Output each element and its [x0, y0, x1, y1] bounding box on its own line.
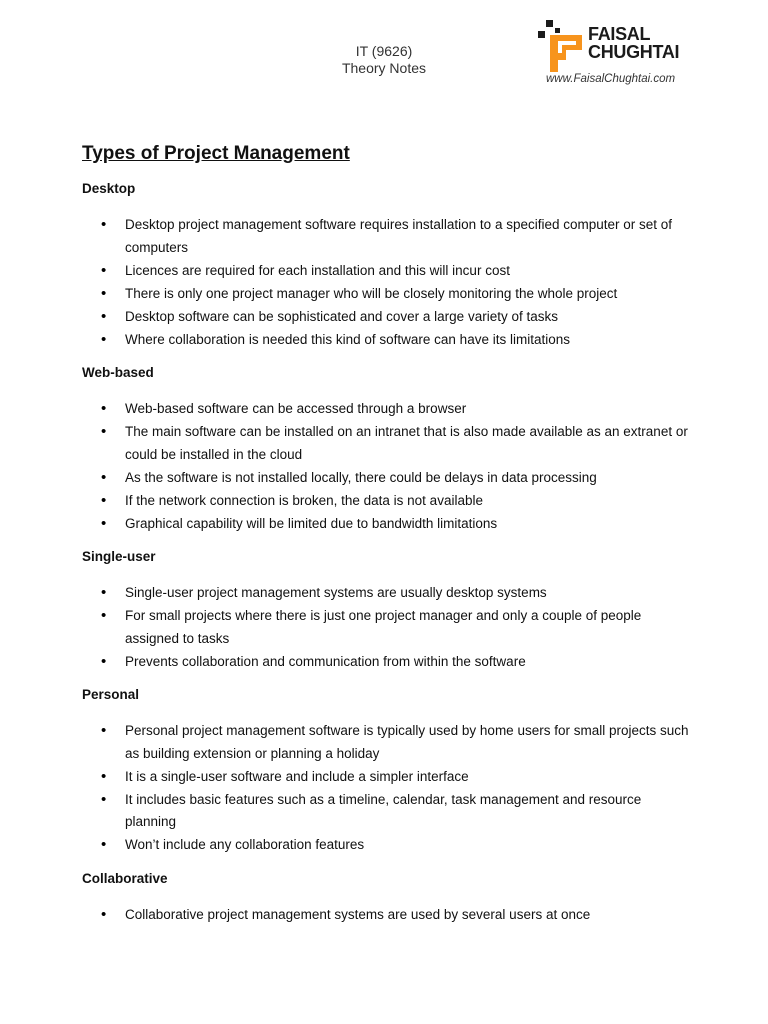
list-item: • If the network connection is broken, the data is not available — [82, 490, 692, 513]
section-heading: Collaborative — [82, 870, 168, 886]
list-item: • Collaborative project management systems are used by several users at once — [82, 904, 692, 927]
section-personal — [82, 686, 692, 857]
list-item: • Single-user project management systems are usually desktop systems — [82, 582, 692, 605]
bullet-list — [82, 720, 692, 857]
list-item: • Desktop software can be sophisticated and cover a large variety of tasks — [82, 306, 692, 329]
list-item: • Web-based software can be accessed through a browser — [82, 398, 692, 421]
bullet-list — [82, 214, 692, 351]
logo-url: www.FaisalChughtai.com — [546, 73, 676, 85]
section-collaborative — [82, 870, 692, 927]
list-item: • Graphical capability will be limited due to bandwidth limitations — [82, 513, 692, 536]
logo-mark-icon — [538, 20, 588, 76]
logo-text-faisal: FAISAL — [588, 24, 651, 44]
bullet-list — [82, 582, 692, 673]
bullet-list — [82, 904, 692, 927]
list-item: • Personal project management software is typically used by home users for small projects such as building extension or planning a holiday — [82, 720, 692, 765]
brand-logo — [538, 20, 728, 90]
list-item: • It is a single-user software and include a simpler interface — [82, 766, 692, 789]
course-code: IT (9626) — [355, 43, 413, 59]
section-heading: Web-based — [82, 365, 154, 380]
logo-text-chughtai: CHUGHTAI — [588, 42, 680, 62]
bullet-list — [82, 398, 692, 535]
list-item: • The main software can be installed on an intranet that is also made available as an extranet or could be installed in the cloud — [82, 421, 692, 466]
section-single-user — [82, 548, 692, 673]
page-title: Types of Project Management — [82, 143, 350, 164]
section-heading: Desktop — [82, 181, 136, 196]
section-heading: Single-user — [82, 549, 156, 564]
list-item: • Where collaboration is needed this kind of software can have its limitations — [82, 329, 692, 352]
list-item: • Licences are required for each installation and this will incur cost — [82, 260, 692, 283]
list-item: • For small projects where there is just one project manager and only a couple of people assigned to tasks — [82, 605, 692, 650]
list-item: • Prevents collaboration and communication from within the software — [82, 651, 692, 674]
section-desktop — [82, 180, 692, 351]
section-heading: Personal — [82, 687, 140, 702]
list-item: • Won’t include any collaboration features — [82, 834, 692, 857]
list-item: • It includes basic features such as a timeline, calendar, task management and resource planning — [82, 789, 692, 834]
list-item: • Desktop project management software requires installation to a specified computer or set of computers — [82, 214, 692, 259]
section-web-based — [82, 364, 692, 535]
main-content — [82, 142, 692, 939]
notes-subtitle: Theory Notes — [341, 60, 427, 76]
list-item: • There is only one project manager who will be closely monitoring the whole project — [82, 283, 692, 306]
list-item: • As the software is not installed locally, there could be delays in data processing — [82, 467, 692, 490]
